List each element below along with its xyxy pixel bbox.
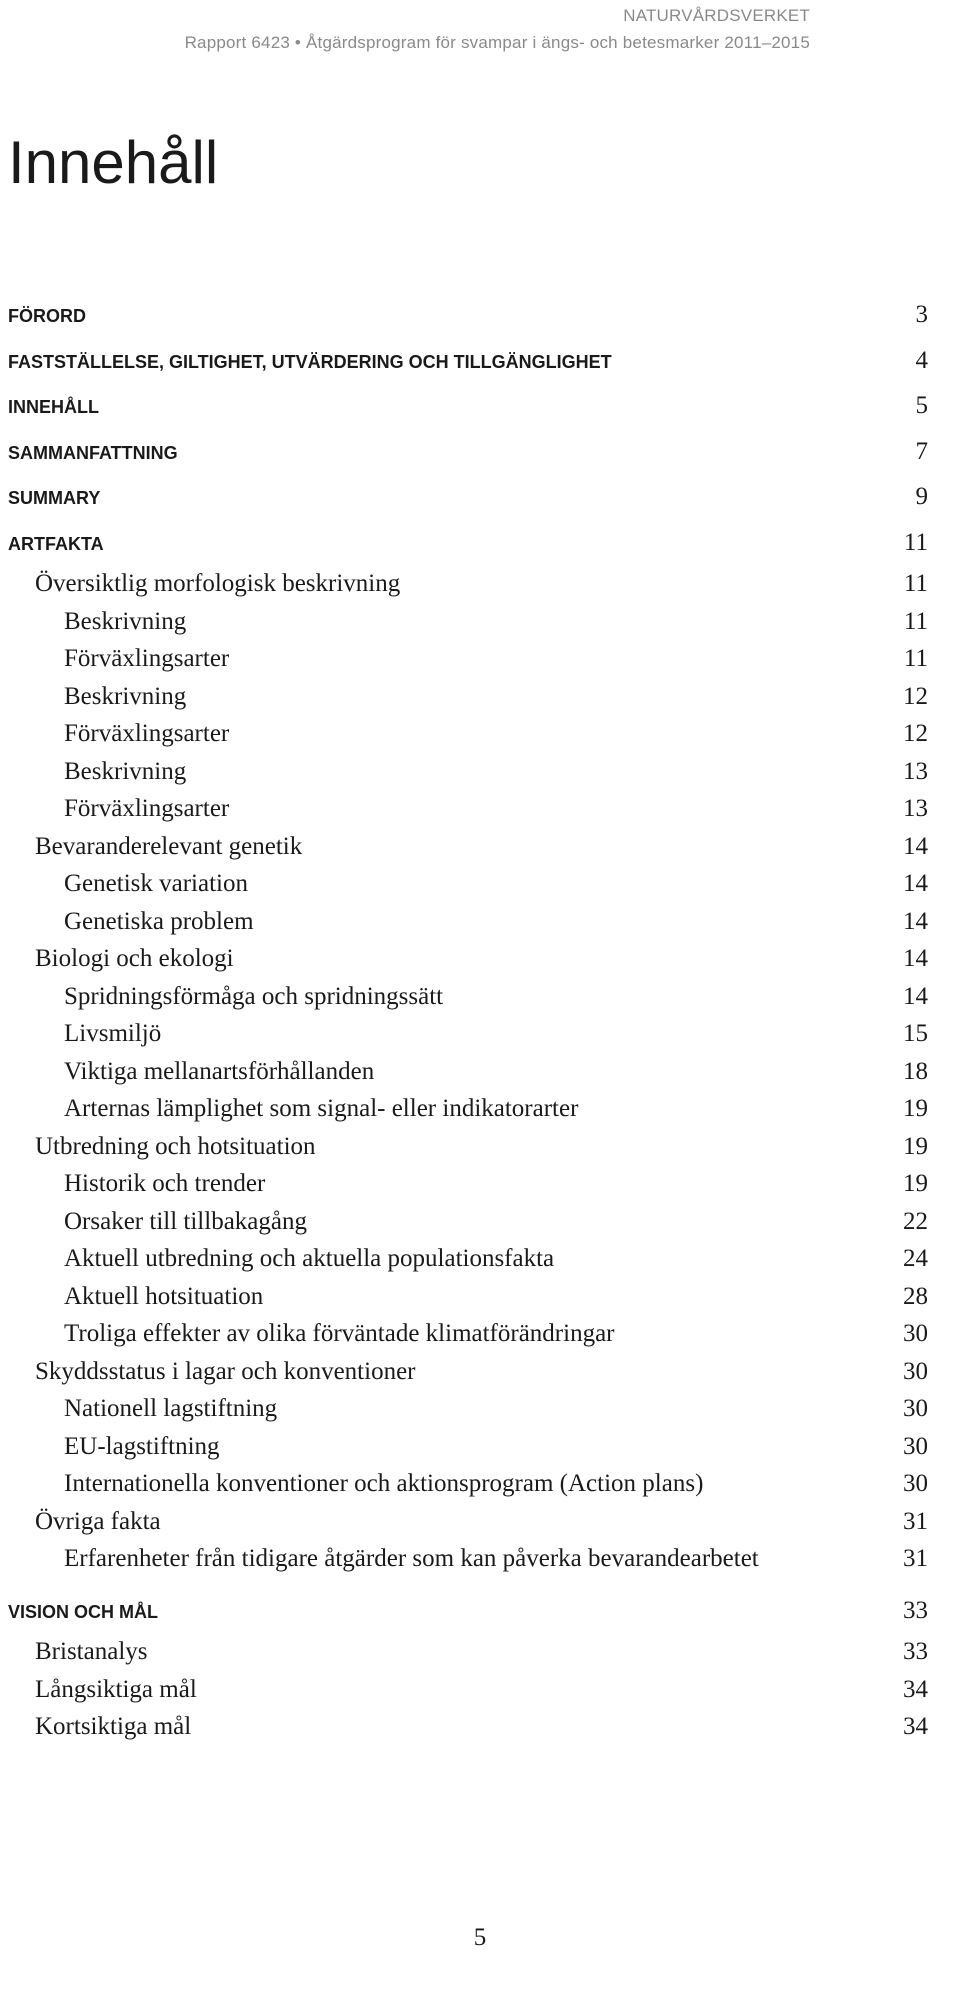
toc-entry-page: 19 [903, 1132, 928, 1160]
toc-entry[interactable] [8, 1128, 928, 1166]
toc-entry[interactable] [8, 383, 928, 429]
toc-entry-page: 30 [903, 1395, 928, 1422]
toc-entry[interactable] [8, 828, 928, 866]
toc-entry[interactable] [8, 1540, 928, 1578]
toc-entry-page: 18 [903, 1057, 928, 1085]
toc-entry-page: 22 [903, 1207, 928, 1235]
toc-entry-page: 11 [903, 570, 928, 597]
toc-entry-page: 11 [903, 607, 928, 635]
toc-entry-page: 13 [903, 757, 928, 785]
toc-entry-label: Erfarenheter från tidigare åtgärder som kan påverka bevarandearbetet [64, 1545, 759, 1572]
running-head [185, 2, 810, 56]
toc-entry-label: EU-lagstiftning [64, 1432, 220, 1460]
toc-entry-page: 11 [903, 528, 928, 556]
toc-entry-page: 30 [903, 1357, 928, 1385]
toc-entry[interactable] [8, 715, 928, 753]
toc-entry-label: Utbredning och hotsituation [35, 1132, 316, 1160]
toc-entry-page: 14 [903, 907, 928, 935]
toc-entry-label: Spridningsförmåga och spridningssätt [64, 982, 444, 1010]
toc-entry-page: 31 [903, 1507, 928, 1535]
toc-entry-label: SUMMARY [8, 488, 101, 508]
toc-entry-label: Övriga fakta [35, 1507, 161, 1535]
toc-entry-label: Kortsiktiga mål [35, 1713, 192, 1740]
toc-entry-label: FASTSTÄLLELSE, GILTIGHET, UTVÄRDERING OCH TILLGÄNGLIGHET [8, 351, 612, 372]
toc-entry-label: Översiktlig morfologisk beskrivning [35, 570, 401, 597]
toc-entry-page: 33 [903, 1596, 928, 1624]
toc-entry[interactable] [8, 1428, 928, 1466]
toc-entry-page: 7 [915, 437, 928, 465]
toc-entry[interactable] [8, 940, 928, 978]
toc-entry-label: Förväxlingsarter [64, 720, 230, 747]
toc-entry-label: Bevaranderelevant genetik [35, 832, 303, 860]
toc-entry[interactable] [8, 603, 928, 641]
toc-entry[interactable] [8, 1353, 928, 1391]
toc-entry-label: SAMMANFATTNING [8, 442, 178, 463]
toc-entry-page: 14 [903, 832, 928, 860]
toc-entry-page: 14 [903, 982, 928, 1010]
toc-entry-page: 31 [903, 1545, 928, 1572]
toc-entry[interactable] [8, 474, 928, 520]
toc-entry[interactable] [8, 678, 928, 716]
toc-entry-page: 34 [903, 1675, 928, 1703]
toc-entry[interactable] [8, 865, 928, 903]
toc-entry-page: 5 [915, 392, 928, 419]
toc-entry-page: 12 [903, 682, 928, 710]
toc-entry-label: VISION OCH MÅL [8, 1601, 159, 1622]
page-number: 5 [473, 1924, 487, 1951]
publisher-name: NATURVÅRDSVERKET [623, 6, 810, 25]
toc-entry-page: 19 [903, 1170, 928, 1197]
toc-entry-page: 30 [903, 1432, 928, 1460]
toc-entry-label: Historik och trender [64, 1170, 266, 1197]
report-line: Rapport 6423 • Åtgärdsprogram för svampar i ängs- och betesmarker 2011–2015 [184, 33, 810, 52]
toc-entry-page: 11 [903, 645, 928, 672]
toc-entry-page: 14 [903, 870, 928, 897]
toc-entry[interactable] [8, 753, 928, 791]
toc-entry[interactable] [8, 1708, 928, 1746]
toc-entry[interactable] [8, 1503, 928, 1541]
toc-entry-page: 33 [903, 1638, 928, 1665]
toc-entry[interactable] [8, 1588, 928, 1634]
toc-entry-label: Aktuell hotsituation [64, 1282, 264, 1310]
toc-entry-label: Aktuell utbredning och aktuella populationsfakta [64, 1245, 555, 1272]
toc-entry-label: Förväxlingsarter [64, 795, 230, 822]
toc-entry-label: Bristanalys [35, 1638, 148, 1665]
toc-entry-label: Livsmiljö [64, 1020, 162, 1047]
toc-entry[interactable] [8, 520, 928, 566]
toc-entry-label: Genetiska problem [64, 907, 254, 935]
toc-entry-page: 4 [915, 346, 928, 374]
toc-entry-page: 28 [903, 1282, 928, 1310]
toc-entry-page: 14 [903, 945, 928, 972]
toc-entry[interactable] [8, 1203, 928, 1241]
toc-entry[interactable] [8, 1090, 928, 1128]
toc-entry[interactable] [8, 1015, 928, 1053]
toc-entry[interactable] [8, 1671, 928, 1709]
toc-entry-label: Troliga effekter av olika förväntade klimatförändringar [64, 1320, 615, 1347]
page-title: Innehåll [8, 129, 219, 196]
toc-entry-label: Beskrivning [64, 682, 187, 710]
toc-entry-label: INNEHÅLL [8, 397, 99, 417]
toc-entry-page: 30 [903, 1470, 928, 1497]
toc-entry-page: 3 [915, 301, 928, 328]
toc-entry[interactable] [8, 1278, 928, 1316]
toc-entry-label: FÖRORD [8, 306, 86, 326]
toc-entry-page: 30 [903, 1320, 928, 1347]
toc-entry-label: Arternas lämplighet som signal- eller indikatorarter [64, 1095, 579, 1122]
toc-entry-page: 34 [903, 1713, 928, 1740]
toc-entry[interactable] [8, 640, 928, 678]
toc-entry[interactable] [8, 1465, 928, 1503]
toc-entry[interactable] [8, 1240, 928, 1278]
toc-entry[interactable] [8, 978, 928, 1016]
toc-entry[interactable] [8, 790, 928, 828]
toc-entry-page: 24 [903, 1245, 928, 1272]
toc-entry-page: 9 [915, 483, 928, 510]
toc-entry[interactable] [8, 1053, 928, 1091]
toc-entry-label: Beskrivning [64, 757, 187, 785]
toc-entry-page: 12 [903, 720, 928, 747]
toc-entry-label: Beskrivning [64, 607, 187, 635]
toc-entry-label: Orsaker till tillbakagång [64, 1207, 307, 1235]
toc-entry[interactable] [8, 338, 928, 384]
toc-entry-label: Förväxlingsarter [64, 645, 230, 672]
table-of-contents [8, 292, 928, 1746]
toc-entry-label: ARTFAKTA [8, 533, 104, 554]
toc-entry[interactable] [8, 565, 928, 603]
toc-entry-page: 13 [903, 795, 928, 822]
toc-entry[interactable] [8, 1165, 928, 1203]
toc-entry-page: 19 [903, 1095, 928, 1122]
toc-entry[interactable] [8, 1633, 928, 1671]
toc-entry[interactable] [8, 1390, 928, 1428]
toc-entry-label: Nationell lagstiftning [64, 1395, 278, 1422]
toc-entry[interactable] [8, 429, 928, 475]
toc-entry-label: Biologi och ekologi [35, 945, 234, 972]
toc-entry[interactable] [8, 292, 928, 338]
toc-entry[interactable] [8, 1315, 928, 1353]
toc-entry-label: Långsiktiga mål [35, 1675, 197, 1703]
toc-entry-label: Skyddsstatus i lagar och konventioner [35, 1357, 416, 1385]
toc-entry[interactable] [8, 903, 928, 941]
toc-entry-label: Viktiga mellanartsförhållanden [64, 1057, 375, 1085]
toc-entry-label: Internationella konventioner och aktionsprogram (Action plans) [64, 1470, 704, 1497]
toc-entry-page: 15 [903, 1020, 928, 1047]
toc-entry-label: Genetisk variation [64, 870, 248, 897]
